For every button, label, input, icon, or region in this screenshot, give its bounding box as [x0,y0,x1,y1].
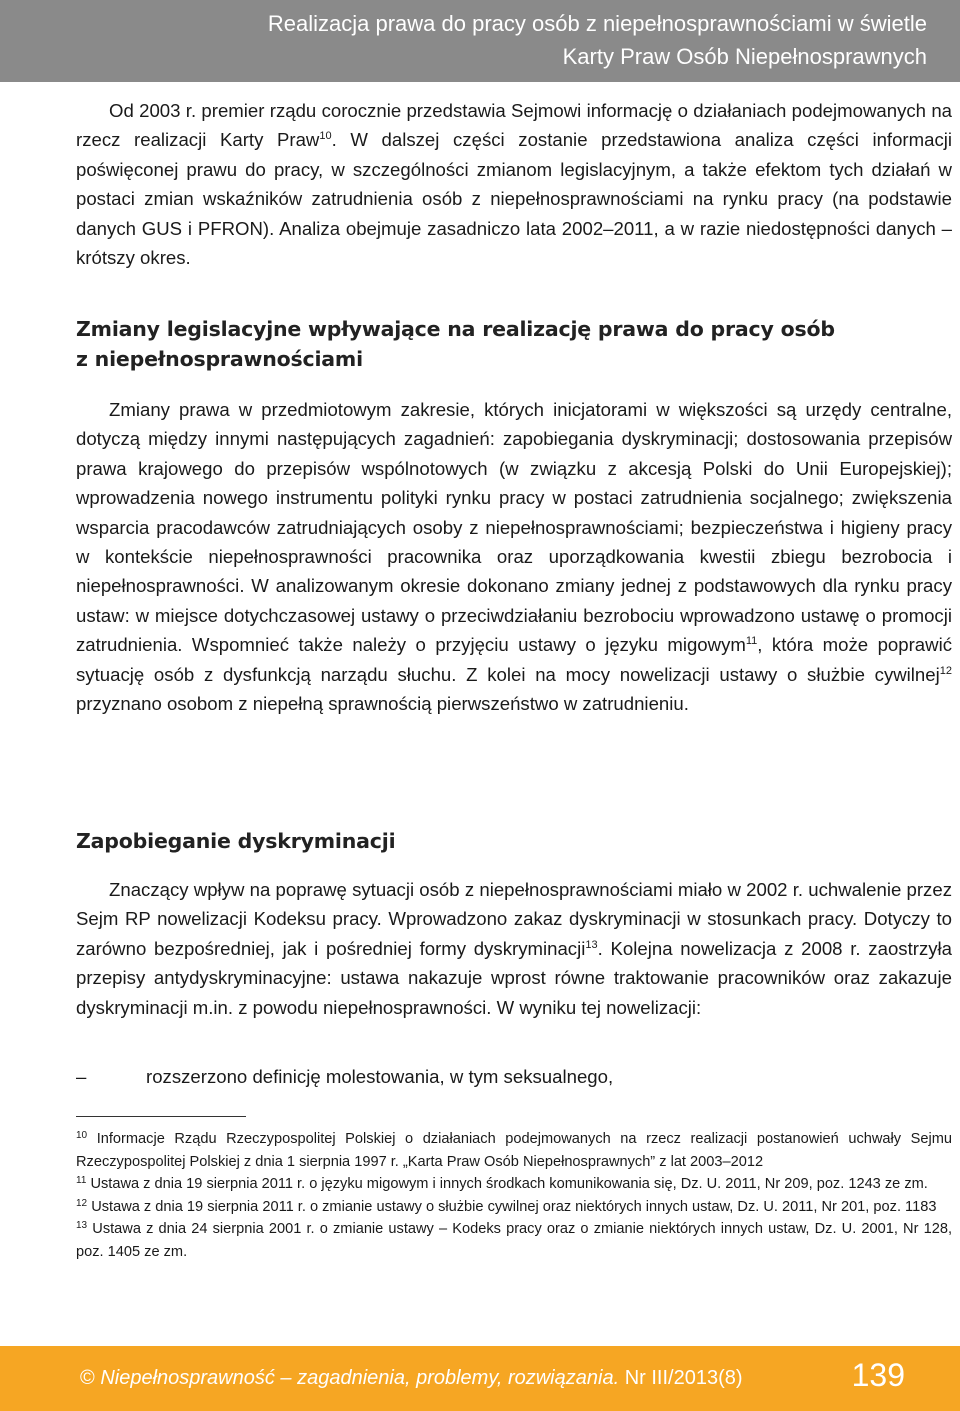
journal-title: Niepełnosprawność – zagadnienia, problemy, rozwiązania. [100,1367,620,1389]
footnote-num: 11 [76,1175,87,1186]
footnote-text: Ustawa z dnia 24 sierpnia 2001 r. o zmianie ustawy – Kodeks pracy oraz o zmianie niektórych innych ustaw, Dz. U. 2001, Nr 128, poz. 1405 ze zm. [76,1221,952,1260]
discrimination-text-2: . Kolejna nowelizacja z 2008 r. zaostrzyła przepisy antydyskryminacyjne: ustawa nakazuje wprost równe traktowanie pracowników oraz zakazuje dyskryminacji m.in. z powodu niepełnosprawności. W wyniku tej nowelizacji: [76,937,953,1018]
footnote-ref-13[interactable]: 13 [585,938,598,951]
legislative-text-3: przyznano osobom z niepełną sprawnością pierwszeństwo w zatrudnieniu. [76,693,689,715]
footnote-num: 12 [76,1197,88,1209]
discrimination-paragraph [76,875,952,1022]
intro-text-2: . W dalszej części zostanie przedstawiona analiza części informacji poświęconej prawu do pracy, w szczególności zmianom legislacyjnym, a także efektom tych działań w postaci zmian wskaźników zatrudnienia osób z niepełnosprawnościami na rynku pracy (na podstawie danych GUS i PFRON). Analiza obejmuje zasadniczo lata 2002–2011, a w razie niedostępności danych – krótszy okres. [76,129,953,269]
list-item [76,1062,613,1091]
footnote-12 [76,1196,952,1219]
legislative-paragraph [76,395,952,718]
footnote-text: Ustawa z dnia 19 sierpnia 2011 r. o języku migowym i innych środkach komunikowania się, Dz. U. 2011, Nr 209, poz. 1243 ze zm. [90,1176,928,1192]
footnote-13 [76,1218,952,1263]
footnote-ref-12[interactable]: 12 [939,664,952,677]
running-header-title [268,7,927,73]
footnote-text: Ustawa z dnia 19 sierpnia 2011 r. o zmianie ustawy o służbie cywilnej oraz niektórych innych ustaw, Dz. U. 2011, Nr 201, poz. 1183 [91,1198,937,1215]
footnote-divider [76,1116,246,1117]
discrimination-text-1: Znaczący wpływ na poprawę sytuacji osób z niepełnosprawnościami miało w 2002 r. uchwalenie przez Sejm RP nowelizacji Kodeksu pracy. Wprowadzono zakaz dyskryminacji w stosunkach pracy. Dotyczy to zarówno bezpośredniej, jak i pośredniej formy dyskryminacji [76,879,952,959]
list-dash: – [76,1066,87,1087]
section-heading-legislative [76,314,856,374]
list-item-text: rozszerzono definicję molestowania, w tym seksualnego, [146,1066,614,1087]
footnote-num: 10 [76,1130,88,1141]
intro-text-1: Od 2003 r. premier rządu corocznie przedstawia Sejmowi informację o działaniach podejmowanych na rzecz realizacji Karty Praw [76,100,952,151]
legislative-text-1: Zmiany prawa w przedmiotowym zakresie, których inicjatorami w większości są urzędy centralne, dotyczą między innymi następujących zagadnień: zapobiegania dyskryminacji; dostosowania przepisów prawa krajowego do przepisów wspólnotowych (w związku z akcesją Polski do Unii Europejskiej); wprowadzenia nowego instrumentu polityki rynku pracy w postaci zatrudnienia socjalnego; zwiększenia wsparcia pracodawców zatrudniających osoby z niepełnosprawnościami; bezpieczeństwa i higieny pracy w kontekście niepełnosprawności pracownika oraz uporządkowania kwestii zbiegu bezrobocia i niepełnosprawności. W analizowanym okresie dokonano zmiany jednej z podstawowych dla rynku pracy ustaw: w miejsce dotychczasowej ustawy o przeciwdziałaniu bezrobociu wprowadzono ustawę o promocji zatrudnienia. Wspomnieć także należy o przyjęciu ustawy o języku migowym [76,399,952,656]
footnote-text: Informacje Rządu Rzeczypospolitej Polskiej o działaniach podejmowanych na rzecz realizacji postanowień uchwały Sejmu Rzeczypospolitej Polskiej z dnia 1 sierpnia 1997 r. „Karta Praw Osób Niepełnosprawnych” z lat 2003–2012 [76,1131,952,1170]
footer-journal-info [80,1363,743,1393]
footnote-num: 13 [76,1220,88,1231]
heading-line-2: z niepełnosprawnościami [76,347,363,371]
page-number: 139 [851,1357,905,1393]
footnotes [76,1128,952,1263]
issue-number: Nr III/2013(8) [624,1367,743,1389]
copyright-icon: © [80,1367,95,1389]
header-line-2: Karty Praw Osób Niepełnosprawnych [562,44,927,69]
footnote-10 [76,1128,952,1173]
footnote-11 [76,1173,952,1196]
header-line-1: Realizacja prawa do pracy osób z niepełnosprawnościami w świetle [267,11,927,36]
intro-paragraph [76,96,952,272]
section-heading-discrimination: Zapobieganie dyskryminacji [76,829,396,853]
footnote-ref-10[interactable]: 10 [319,130,332,143]
footnote-ref-11[interactable]: 11 [745,635,758,648]
heading-line-1: Zmiany legislacyjne wpływające na realizację prawa do pracy osób [76,317,835,341]
legislative-text-2: , która może poprawić sytuację osób z dysfunkcją narządu słuchu. Z kolei na mocy nowelizacji ustawy o służbie cywilnej [76,634,952,685]
